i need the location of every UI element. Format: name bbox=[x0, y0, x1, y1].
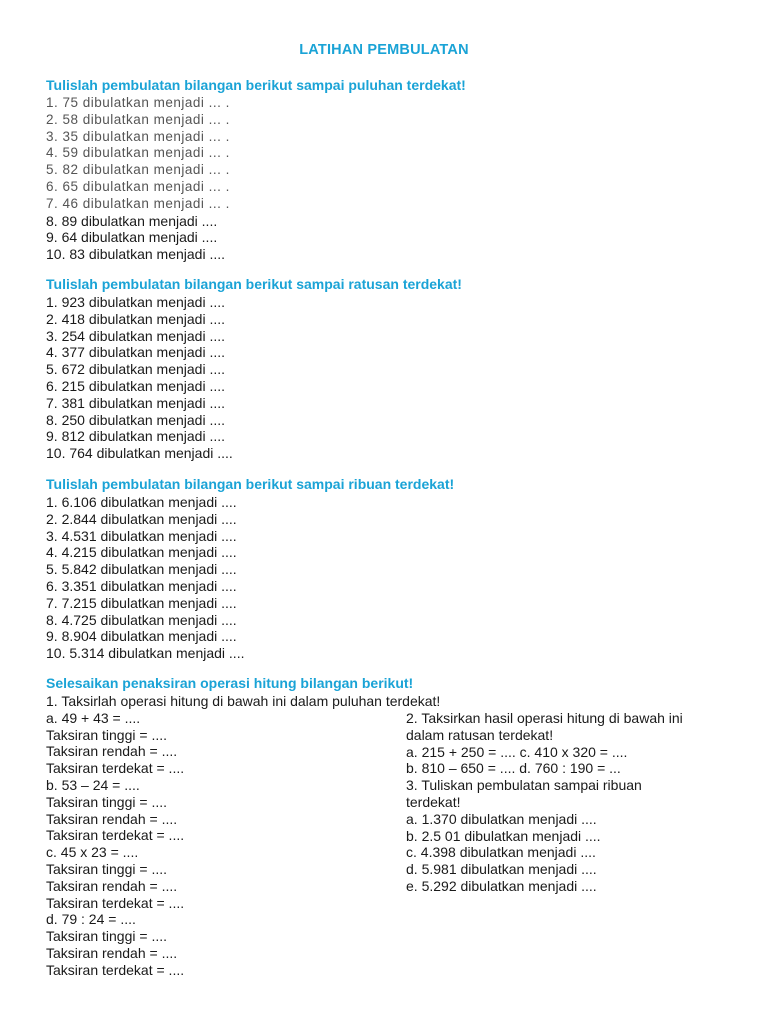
list-item: 9. 812 dibulatkan menjadi .... bbox=[46, 428, 226, 445]
list-item: Taksiran terdekat = .... bbox=[46, 961, 185, 978]
list-item: 9. 8.904 dibulatkan menjadi .... bbox=[46, 628, 237, 645]
list-item: Taksiran rendah = .... bbox=[46, 743, 178, 760]
list-item: 3. Tuliskan pembulatan sampai ribuan bbox=[406, 777, 642, 794]
list-item: 7. 381 dibulatkan menjadi .... bbox=[46, 394, 226, 411]
list-item: terdekat! bbox=[406, 793, 461, 810]
list-item: c. 45 x 23 = .... bbox=[46, 844, 139, 861]
list-item: 8. 250 dibulatkan menjadi .... bbox=[46, 411, 226, 428]
list-item: 6. 3.351 dibulatkan menjadi .... bbox=[46, 577, 237, 594]
list-item: 3. 254 dibulatkan menjadi .... bbox=[46, 327, 226, 344]
list-item: a. 49 + 43 = .... bbox=[46, 709, 141, 726]
list-item: 5. 82 dibulatkan menjadi ... . bbox=[46, 162, 230, 178]
section-heading: Tulislah pembulatan bilangan berikut sampai puluhan terdekat! bbox=[46, 77, 466, 93]
list-item: 8. 4.725 dibulatkan menjadi .... bbox=[46, 611, 237, 628]
list-item: b. 53 – 24 = .... bbox=[46, 776, 140, 793]
list-item: 4. 4.215 dibulatkan menjadi .... bbox=[46, 544, 237, 561]
list-item: 8. 89 dibulatkan menjadi .... bbox=[46, 212, 218, 229]
list-item: 1. 6.106 dibulatkan menjadi .... bbox=[46, 494, 237, 510]
list-item: e. 5.292 dibulatkan menjadi .... bbox=[406, 877, 597, 894]
section-heading: Tulislah pembulatan bilangan berikut sampai ribuan terdekat! bbox=[46, 476, 455, 492]
page-title: LATIHAN PEMBULATAN bbox=[299, 42, 469, 58]
section-heading: Tulislah pembulatan bilangan berikut sampai ratusan terdekat! bbox=[46, 276, 462, 292]
list-item: 10. 764 dibulatkan menjadi .... bbox=[46, 445, 233, 462]
section-puluhan bbox=[46, 77, 736, 263]
list-item: 1. Taksirlah operasi hitung di bawah ini dalam puluhan terdekat! bbox=[46, 693, 441, 709]
list-item: 7. 46 dibulatkan menjadi ... . bbox=[46, 195, 230, 211]
list-item: Taksiran tinggi = .... bbox=[46, 860, 168, 877]
list-item: b. 2.5 01 dibulatkan menjadi .... bbox=[406, 827, 601, 844]
list-item: 4. 59 dibulatkan menjadi ... . bbox=[46, 145, 230, 161]
list-item: c. 4.398 dibulatkan menjadi .... bbox=[406, 844, 596, 861]
list-item: a. 1.370 dibulatkan menjadi .... bbox=[406, 810, 597, 827]
section-ribuan bbox=[46, 476, 736, 662]
list-item: b. 810 – 650 = .... d. 760 : 190 = ... bbox=[406, 760, 621, 777]
list-item: 2. 418 dibulatkan menjadi .... bbox=[46, 310, 226, 327]
list-item: dalam ratusan terdekat! bbox=[406, 726, 554, 743]
list-item: 6. 65 dibulatkan menjadi ... . bbox=[46, 178, 230, 194]
list-item: Taksiran rendah = .... bbox=[46, 810, 178, 827]
list-item: Taksiran rendah = .... bbox=[46, 877, 178, 894]
list-item: 9. 64 dibulatkan menjadi .... bbox=[46, 229, 218, 246]
left-column bbox=[46, 693, 441, 979]
list-item: Taksiran terdekat = .... bbox=[46, 760, 185, 777]
list-item: Taksiran tinggi = .... bbox=[46, 726, 168, 743]
list-item: 10. 83 dibulatkan menjadi .... bbox=[46, 246, 226, 263]
list-item: Taksiran terdekat = .... bbox=[46, 894, 185, 911]
list-item: 1. 923 dibulatkan menjadi .... bbox=[46, 294, 226, 310]
list-item: 6. 215 dibulatkan menjadi .... bbox=[46, 377, 226, 394]
section-ratusan bbox=[46, 276, 736, 462]
list-item: Taksiran tinggi = .... bbox=[46, 793, 168, 810]
list-item: 1. 75 dibulatkan menjadi ... . bbox=[46, 95, 230, 110]
list-item: Taksiran terdekat = .... bbox=[46, 827, 185, 844]
list-item: 7. 7.215 dibulatkan menjadi .... bbox=[46, 594, 237, 611]
list-item: 5. 5.842 dibulatkan menjadi .... bbox=[46, 561, 237, 578]
list-item: 5. 672 dibulatkan menjadi .... bbox=[46, 361, 226, 378]
list-item: Taksiran rendah = .... bbox=[46, 944, 178, 961]
list-item: 3. 4.531 dibulatkan menjadi .... bbox=[46, 527, 237, 544]
section-penaksiran bbox=[46, 675, 736, 983]
right-column bbox=[406, 710, 736, 895]
list-item: 2. Taksirkan hasil operasi hitung di bawah ini bbox=[406, 710, 683, 726]
section-heading: Selesaikan penaksiran operasi hitung bilangan berikut! bbox=[46, 675, 414, 691]
list-item: 3. 35 dibulatkan menjadi ... . bbox=[46, 128, 230, 144]
list-item: 10. 5.314 dibulatkan menjadi .... bbox=[46, 645, 245, 662]
list-item: d. 79 : 24 = .... bbox=[46, 911, 136, 928]
list-item: a. 215 + 250 = .... c. 410 x 320 = .... bbox=[406, 743, 628, 760]
list-item: 2. 2.844 dibulatkan menjadi .... bbox=[46, 510, 237, 527]
list-item: d. 5.981 dibulatkan menjadi .... bbox=[406, 861, 597, 878]
exercise-columns bbox=[46, 693, 736, 983]
list-item: 4. 377 dibulatkan menjadi .... bbox=[46, 344, 226, 361]
list-item: 2. 58 dibulatkan menjadi ... . bbox=[46, 111, 230, 127]
list-item: Taksiran tinggi = .... bbox=[46, 928, 168, 945]
